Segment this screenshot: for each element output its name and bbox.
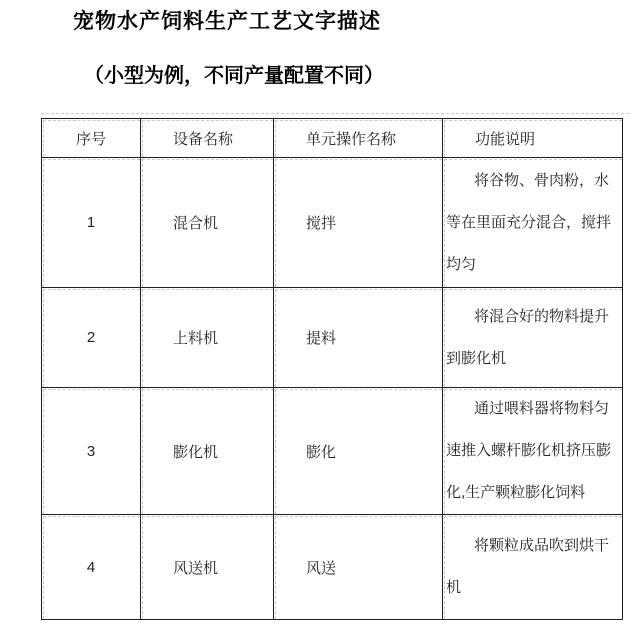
table-row — [42, 158, 623, 288]
cell-operation: 提料 — [274, 288, 443, 388]
table-top-gridline — [41, 113, 629, 114]
process-table — [41, 118, 623, 620]
cell-operation: 搅拌 — [274, 158, 443, 288]
page-subtitle: （小型为例，不同产量配置不同） — [84, 65, 384, 87]
function-line: 化,生产颗粒膨化饲料 — [446, 484, 586, 501]
header-cell-no: 序号 — [42, 119, 141, 158]
cell-function — [443, 515, 623, 620]
header-cell-operation: 单元操作名称 — [274, 119, 443, 158]
cell-device: 风送机 — [141, 515, 274, 620]
function-line: 将颗粒成品吹到烘干 — [474, 537, 610, 554]
cell-no: 4 — [42, 515, 141, 620]
cell-device: 上料机 — [141, 288, 274, 388]
function-line: 速推入螺杆膨化机挤压膨 — [446, 442, 612, 459]
function-line: 均匀 — [446, 255, 477, 273]
table-row — [42, 388, 623, 515]
table-row — [42, 288, 623, 388]
cell-no: 2 — [42, 288, 141, 388]
cell-operation: 风送 — [274, 515, 443, 620]
cell-operation: 膨化 — [274, 388, 443, 515]
function-line: 机 — [446, 579, 462, 596]
function-line: 到膨化机 — [446, 349, 507, 367]
cell-function — [443, 288, 623, 388]
cell-no: 3 — [42, 388, 141, 515]
page-title: 宠物水产饲料生产工艺文字描述 — [73, 10, 381, 33]
cell-function — [443, 158, 623, 288]
table-row — [42, 515, 623, 620]
header-cell-device: 设备名称 — [141, 119, 274, 158]
function-line: 将谷物、骨肉粉，水 — [474, 171, 610, 189]
table-header-row — [42, 119, 623, 158]
cell-function — [443, 388, 623, 515]
cell-device: 混合机 — [141, 158, 274, 288]
header-cell-function: 功能说明 — [443, 119, 623, 158]
function-line: 等在里面充分混合，搅拌 — [446, 213, 612, 231]
cell-no: 1 — [42, 158, 141, 288]
function-line: 通过喂料器将物料匀 — [474, 400, 610, 417]
cell-device: 膨化机 — [141, 388, 274, 515]
function-line: 将混合好的物料提升 — [474, 307, 610, 325]
